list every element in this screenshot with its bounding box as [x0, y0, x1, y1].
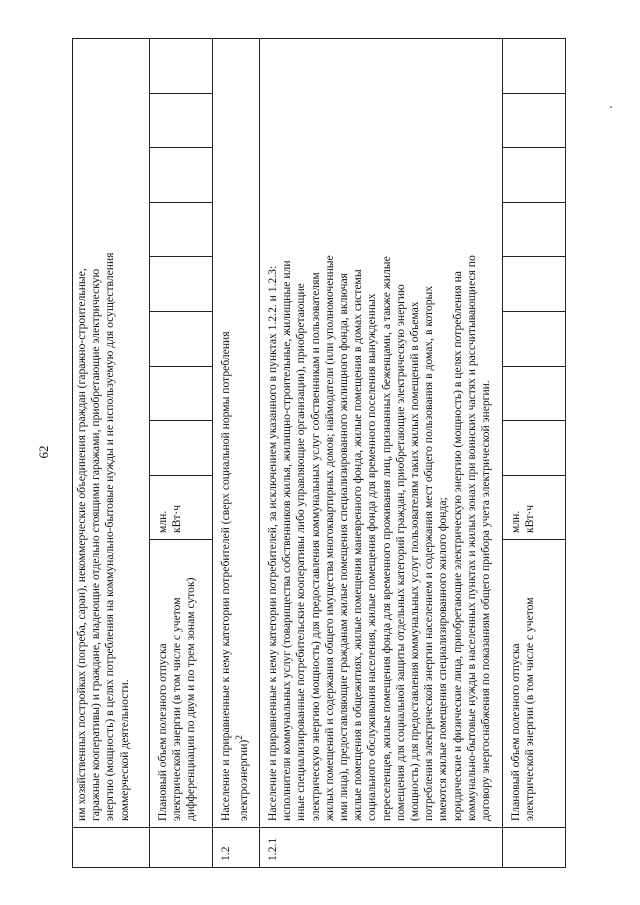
value-cell — [150, 421, 213, 476]
scan-speck — [610, 106, 612, 108]
continuation-text: им хозяйственных постройках (погреба, сараи), некоммерческие объединения граждан (гаражно-строительные, гаражные кооперативы) и граждане, владеющие отдельно стоящими гаражами, приобретающие электрическую энергию (мощность) в целях потребления на коммунально-бытовые нужды и не используемую для осуществления коммерческой деятельности. — [73, 39, 150, 828]
value-cell — [150, 93, 213, 148]
value-cell — [503, 93, 566, 148]
rotated-table-page — [72, 38, 604, 868]
row-number-cell — [503, 828, 566, 868]
value-cell — [503, 366, 566, 421]
value-cell — [150, 39, 213, 94]
row-number-cell — [150, 828, 213, 868]
planned-volume-label: Плановый объем полезного отпуска электрической энергии (в том числе с учетом — [503, 540, 566, 828]
footnote-marker: 2 — [234, 734, 246, 740]
section-heading — [213, 39, 260, 828]
unit-cell: млн. кВт·ч — [150, 476, 213, 540]
table-row-1-2 — [213, 39, 260, 868]
planned-volume-label: Плановый объем полезного отпуска электрической энергии (в том числе с учетом дифференциации по двум и по трем зонам суток) — [150, 540, 213, 828]
table-row-1-2-1 — [260, 39, 503, 868]
category-description: Население и приравненные к нему категории потребителей, за исключением указанного в пунктах 1.2.2. и 1.2.3: исполнители коммунальных услуг (товарищества собственников жилья, жилищно-строительные, жилищные или иные специализированные потребительские кооперативы либо управляющие организации), приобретающие электрическую энергию (мощность) для предоставления коммунальных услуг собственникам и пользователям жилых помещений и содержания общего имущества многоквартирных домов; наймодатели (или уполномоченные ими лица), предоставляющие гражданам жилые помещения специализированного жилищного фонда, включая жилые помещения в общежитиях, жилые помещения маневренного фонда, жилые помещения в домах системы социального обслуживания населения, жилые помещения фонда для временного поселения вынужденных переселенцев, жилые помещения фонда для временного проживания лиц, признанных беженцами, а также жилые помещения для социальной защиты отдельных категорий граждан, приобретающие электрическую энергию (мощность) для предоставления коммунальных услуг пользователям таких жилых помещений в объемах потребления электрической энергии населением и содержания мест общего пользования в домах, в которых имеются жилые помещения специализированного жилого фонда; юридические и физические лица, приобретающие электрическую энергию (мощность) в целях потребления на коммунально-бытовые нужды в населенных пунктах и жилых зонах при воинских частях и рассчитывающиеся по договору энергоснабжения по показаниям общего прибора учета электрической энергии. — [260, 39, 503, 828]
value-cell — [503, 312, 566, 367]
value-cell — [503, 39, 566, 94]
value-cell — [503, 202, 566, 257]
value-cell — [503, 257, 566, 312]
section-heading-text: Население и приравненные к нему категории потребителей (сверх социальной нормы потребления электроэнергии) — [219, 331, 251, 821]
unit-cell: млн. кВт·ч — [503, 476, 566, 540]
table-row-planned-volume-2 — [503, 39, 566, 868]
value-cell — [150, 366, 213, 421]
value-cell — [150, 257, 213, 312]
table-row-continuation — [73, 39, 150, 868]
value-cell — [503, 148, 566, 203]
value-cell — [150, 148, 213, 203]
row-number-cell: 1.2 — [213, 828, 260, 868]
value-cell — [503, 421, 566, 476]
row-number-cell: 1.2.1 — [260, 828, 503, 868]
table-row-planned-volume-1 — [150, 39, 213, 868]
tariff-table — [72, 38, 566, 868]
page-number: 62 — [36, 445, 51, 459]
value-cell — [150, 202, 213, 257]
value-cell — [150, 312, 213, 367]
row-number-cell — [73, 828, 150, 868]
